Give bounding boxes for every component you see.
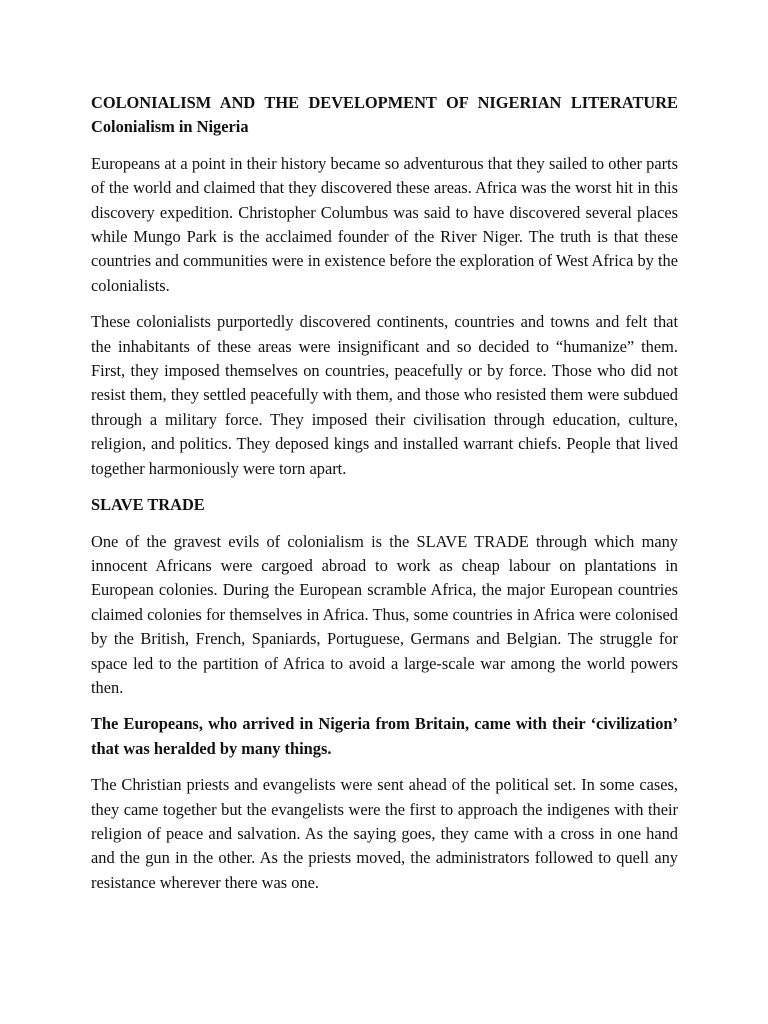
paragraph-colonialists: These colonialists purportedly discovered continents, countries and towns and felt that the inhabitants of these areas were insignificant and so decided to “humanize” them. First, they imposed themselves on countries, peacefully or by force. Those who did not resist them, they settled peacefully with them, and those who resisted them were subdued through a military force. They imposed their civilisation through education, culture, religion, and politics. They deposed kings and installed warrant chiefs. People that lived together harmoniously were torn apart.: [91, 312, 678, 478]
document-subtitle: Colonialism in Nigeria: [91, 117, 249, 137]
paragraph-priests: The Christian priests and evangelists were sent ahead of the political set. In some cases, they came together but the evangelists were the first to approach the indigenes with their religion of peace and salvation. As the saying goes, they came with a cross in one hand and the gun in the other. As the priests moved, the administrators followed to quell any resistance wherever there was one.: [91, 775, 678, 892]
section-heading-slave-trade: SLAVE TRADE: [91, 495, 205, 515]
paragraph-slave-trade: One of the gravest evils of colonialism is the SLAVE TRADE through which many innocent Africans were cargoed abroad to work as cheap labour on plantations in European colonies. During the European scramble Africa, the major European countries claimed colonies for themselves in Africa. Thus, some countries in Africa were colonised by the British, French, Spaniards, Portuguese, Germans and Belgian. The struggle for space led to the partition of Africa to avoid a large-scale war among the world powers then.: [91, 531, 678, 697]
document-page: [91, 91, 678, 907]
document-title: COLONIALISM AND THE DEVELOPMENT OF NIGERIAN LITERATURE: [91, 93, 678, 112]
paragraph-europeans: Europeans at a point in their history became so adventurous that they sailed to other parts of the world and claimed that they discovered these areas. Africa was the worst hit in this discovery expedition. Christopher Columbus was said to have discovered several places while Mungo Park is the acclaimed founder of the River Niger. The truth is that these countries and communities were in existence before the exploration of West Africa by the colonialists.: [91, 153, 678, 295]
paragraph-europeans-arrival: The Europeans, who arrived in Nigeria from Britain, came with their ‘civilization’ that was heralded by many things.: [91, 714, 678, 758]
